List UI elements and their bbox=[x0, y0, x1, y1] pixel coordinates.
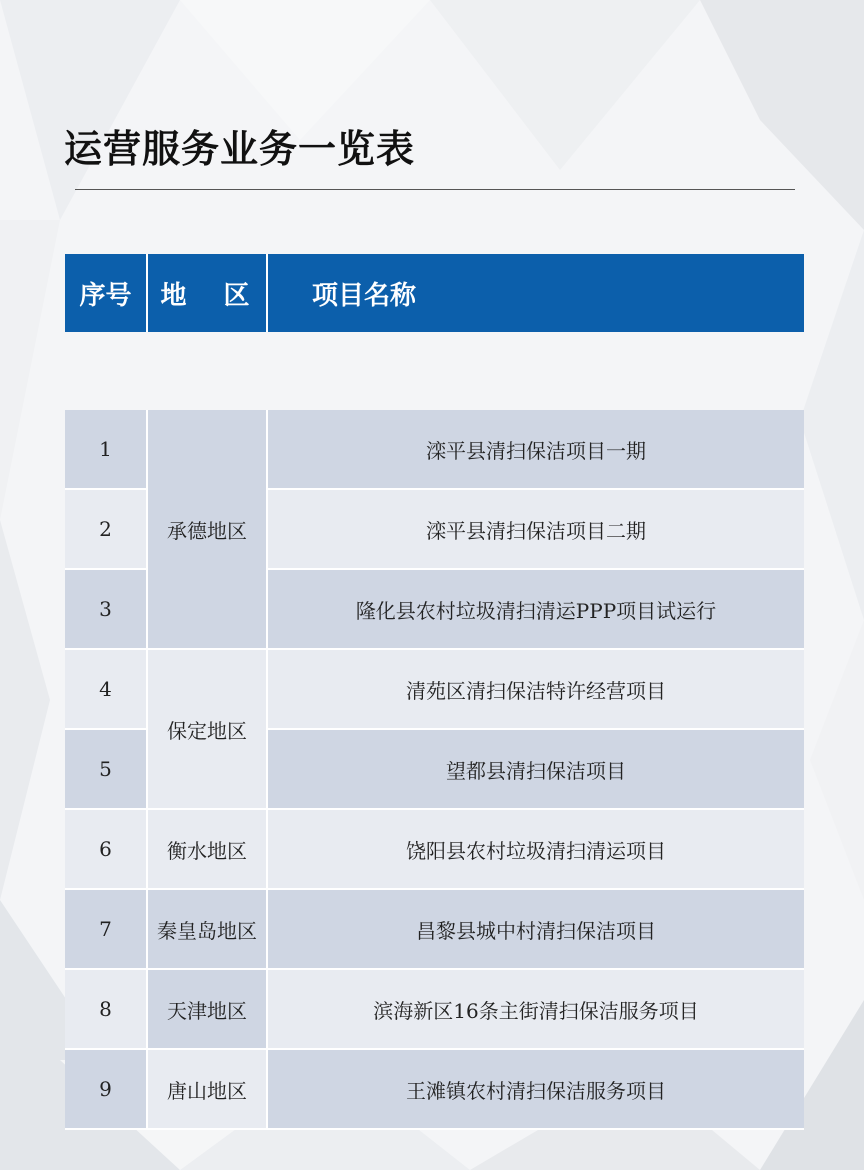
table-row bbox=[65, 1049, 804, 1129]
title-divider bbox=[75, 189, 795, 190]
table-row bbox=[65, 410, 804, 489]
cell-region: 秦皇岛地区 bbox=[147, 889, 267, 969]
cell-region: 唐山地区 bbox=[147, 1049, 267, 1129]
cell-serial-no: 8 bbox=[65, 969, 147, 1049]
cell-project-name: 滨海新区16条主街清扫保洁服务项目 bbox=[267, 969, 804, 1049]
cell-project-name: 饶阳县农村垃圾清扫清运项目 bbox=[267, 809, 804, 889]
table-row bbox=[65, 969, 804, 1049]
cell-project-name: 清苑区清扫保洁特许经营项目 bbox=[267, 649, 804, 729]
table-body bbox=[65, 410, 804, 1129]
table-header-row bbox=[65, 254, 804, 332]
cell-serial-no: 7 bbox=[65, 889, 147, 969]
cell-project-name: 昌黎县城中村清扫保洁项目 bbox=[267, 889, 804, 969]
cell-serial-no: 9 bbox=[65, 1049, 147, 1129]
table-row bbox=[65, 649, 804, 729]
cell-region: 天津地区 bbox=[147, 969, 267, 1049]
cell-project-name: 滦平县清扫保洁项目一期 bbox=[267, 410, 804, 489]
cell-region: 衡水地区 bbox=[147, 809, 267, 889]
cell-project-name: 滦平县清扫保洁项目二期 bbox=[267, 489, 804, 569]
cell-serial-no: 5 bbox=[65, 729, 147, 809]
cell-project-name: 隆化县农村垃圾清扫清运PPP项目试运行 bbox=[267, 569, 804, 649]
cell-region: 承德地区 bbox=[147, 410, 267, 649]
table-row bbox=[65, 809, 804, 889]
header-serial-no: 序号 bbox=[65, 254, 147, 332]
header-project-name: 项目名称 bbox=[267, 254, 804, 332]
cell-project-name: 王滩镇农村清扫保洁服务项目 bbox=[267, 1049, 804, 1129]
cell-serial-no: 6 bbox=[65, 809, 147, 889]
projects-table bbox=[65, 254, 804, 1130]
table-row bbox=[65, 889, 804, 969]
cell-serial-no: 1 bbox=[65, 410, 147, 489]
cell-serial-no: 4 bbox=[65, 649, 147, 729]
cell-project-name: 望都县清扫保洁项目 bbox=[267, 729, 804, 809]
cell-serial-no: 3 bbox=[65, 569, 147, 649]
cell-serial-no: 2 bbox=[65, 489, 147, 569]
page-title: 运营服务业务一览表 bbox=[64, 127, 416, 171]
cell-region: 保定地区 bbox=[147, 649, 267, 809]
header-region: 地 区 bbox=[147, 254, 267, 332]
